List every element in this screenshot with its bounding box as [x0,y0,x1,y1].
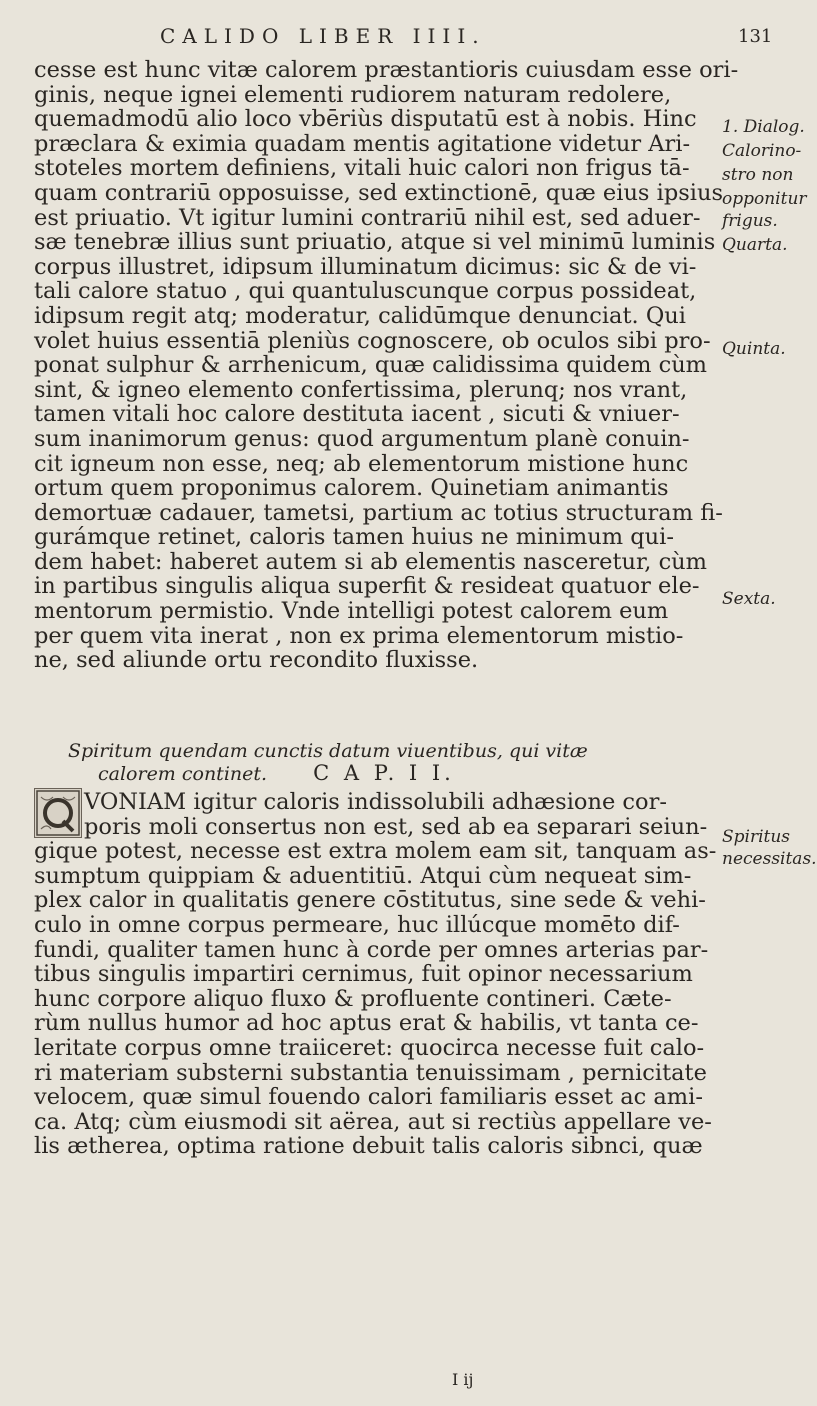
text-line: stoteles mortem definiens, vitali huic calori non frigus tā- [34,155,690,182]
margin-note: Sexta. [722,589,776,609]
text-line: dem habet: haberet autem si ab elementis nasceretur, cùm [34,548,708,575]
paragraph-1 [34,57,739,674]
text-line: quam contrariū opposuisse, sed extinctionē, quæ eius ipsius [34,179,724,206]
text-line: tamen vitali hoc calore destituta iacent , sicuti & vniuer- [34,401,680,428]
text-line: præclara & eximia quadam mentis agitatione videtur Ari- [34,130,691,157]
page-number: 131 [738,26,773,47]
text-line: poris moli consertus non est, sed ab ea separari seiun- [84,813,708,840]
text-line: velocem, quæ simul fouendo calori familiaris esset ac ami- [34,1084,703,1111]
text-line: per quem vita inerat , non ex prima elementorum mistio- [34,622,684,649]
chapter-heading [34,740,720,785]
margin-note: Spiritus [722,827,791,847]
text-line: tali calore statuo , qui quantuluscunque corpus possideat, [34,278,697,305]
chapter-title-line: Spiritum quendam cunctis datum viuentibus, qui vitæ [68,740,588,762]
text-line: idipsum regit atq; moderatur, calidūmque denunciat. Qui [34,302,686,329]
margin-note: stro non [722,165,794,185]
text-line: ginis, neque ignei elementi rudiorem naturam redolere, [34,81,672,108]
text-line: leritate corpus omne traiiceret: quocirca necesse fuit calo- [34,1034,705,1061]
text-line: mentorum permistio. Vnde intelligi potest calorem eum [34,598,669,625]
text-line: sæ tenebræ illius sunt priuatio, atque si vel minimū luminis [34,229,716,256]
text-line: ca. Atq; cùm eiusmodi sit aërea, aut si rectiùs appellare ve- [34,1108,712,1135]
chapter-title-line-2 [68,762,720,785]
text-line: VONIAM igitur caloris indissolubili adhæsione cor- [84,789,667,815]
chapter-number: C A P. I I. [313,761,455,785]
text-line: cit igneum non esse, neq; ab elementorum mistione hunc [34,450,689,477]
margin-note: opponitur [722,189,807,209]
text-line: lis ætherea, optima ratione debuit talis caloris sibnci, quæ [34,1133,703,1160]
chapter-title [34,740,720,785]
margin-note: Calorino- [722,141,802,161]
text-line: demortuæ cadauer, tametsi, partium ac totius structuram fi- [34,499,723,526]
paragraph-2 [34,790,720,1159]
margin-note: frigus. [722,211,778,231]
text-line: culo in omne corpus permeare, huc illúcque momēto dif- [34,911,680,938]
text-line: sumptum quippiam & aduentitiū. Atqui cùm nequeat sim- [34,862,692,889]
text-line: quemadmodū alio loco vbēriùs disputatū est à nobis. Hinc [34,106,697,133]
text-line: rùm nullus humor ad hoc aptus erat & habilis, vt tanta ce- [34,1010,699,1037]
margin-note: necessitas. [722,849,817,869]
text-line: ne, sed aliunde ortu recondito fluxisse. [34,647,479,674]
text-line: ponat sulphur & arrhenicum, quæ calidissima quidem cùm [34,352,708,379]
text-line: in partibus singulis aliqua superfit & resideat quatuor ele- [34,573,700,600]
running-head: CALIDO LIBER IIII. [160,24,486,48]
text-line: corpus illustret, idipsum illuminatum dicimus: sic & de vi- [34,253,697,280]
text-line: cesse est hunc vitæ calorem præstantioris cuiusdam esse ori- [34,57,739,83]
text-line: sint, & igneo elemento confertissima, plerunq; nos vrant, [34,376,688,403]
text-line: plex calor in qualitatis genere cōstitutus, sine sede & vehi- [34,887,706,914]
text-line: fundi, qualiter tamen hunc à corde per omnes arterias par- [34,936,709,963]
text-line: sum inanimorum genus: quod argumentum planè conuin- [34,425,690,452]
text-line: hunc corpore aliquo fluxo & profluente contineri. Cæte- [34,985,672,1012]
text-line: est priuatio. Vt igitur lumini contrariū nihil est, sed aduer- [34,204,701,231]
text-line: volet huius essentiā pleniùs cognoscere, ob oculos sibi pro- [34,327,711,354]
margin-note: Quarta. [722,235,788,255]
text-line: ri materiam substerni substantia tenuissimam , pernicitate [34,1059,707,1086]
margin-note: Quinta. [722,339,786,359]
catchword: I ij [452,1370,474,1389]
page-header [0,24,800,56]
text-line: gurámque retinet, caloris tamen huius ne minimum qui- [34,524,674,551]
chapter-title-line: calorem continet. [98,763,268,785]
text-line: tibus singulis impartiri cernimus, fuit opinor necessarium [34,961,693,988]
text-line: ortum quem proponimus calorem. Quinetiam animantis [34,475,669,502]
text-line: gique potest, necesse est extra molem eam sit, tanquam as- [34,838,717,865]
margin-note: 1. Dialog. [722,117,805,137]
